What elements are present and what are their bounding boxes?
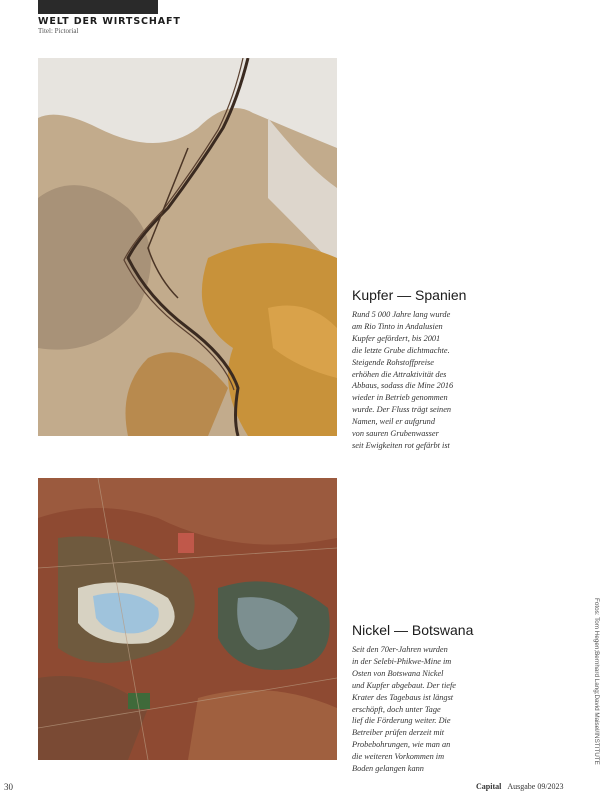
text-line: Rund 5 000 Jahre lang wurde (352, 310, 451, 319)
text-line: in der Selebi-Phikwe-Mine im (352, 656, 452, 666)
text-line: Boden gelangen kann (352, 764, 424, 774)
text-line: Krater des Tagebaus ist längst (352, 692, 454, 702)
text-line: Probebohrungen, wie man an (352, 740, 451, 750)
article-text-nickel (352, 644, 487, 775)
section-title: WELT DER WIRTSCHAFT (38, 16, 181, 27)
text-line: Osten von Botswana Nickel (352, 668, 444, 678)
text-line: erschöpft, doch unter Tage (352, 704, 441, 714)
text-line: Seit den 70er-Jahren wurden (352, 645, 448, 654)
issue-label: Ausgabe 09/2023 (507, 782, 564, 791)
text-line: lief die Förderung weiter. Die (352, 716, 451, 726)
page-number: 30 (4, 782, 13, 792)
header-bar (38, 0, 158, 14)
article-text-kupfer (352, 309, 487, 452)
photo-selebi-phikwe (38, 478, 337, 760)
text-line: erhöhen die Attraktivität des (352, 369, 447, 379)
photo-rio-tinto (38, 58, 337, 436)
text-line: seit Ewigkeiten rot gefärbt ist (352, 440, 450, 450)
text-line: und Kupfer abgebaut. Der tiefe (352, 680, 456, 690)
text-line: Abbaus, sodass die Mine 2016 (352, 381, 454, 391)
article-heading-kupfer: Kupfer — Spanien (352, 287, 467, 303)
text-line: am Rio Tinto in Andalusien (352, 321, 443, 331)
text-line: die letzte Grube dichtmachte. (352, 345, 450, 355)
text-line: Steigende Rohstoffpreise (352, 357, 434, 367)
footer-magazine (476, 782, 564, 791)
text-line: Namen, weil er aufgrund (352, 417, 435, 427)
article-heading-nickel: Nickel — Botswana (352, 622, 474, 638)
text-line: die weiteren Vorkommen im (352, 752, 445, 762)
photo-credit-text: Fotos: Tom Hegen;Bernhard Lang;David Maisel/INSTITUTE (593, 598, 600, 765)
text-line: von sauren Grubenwasser (352, 429, 439, 439)
photo-credit (592, 598, 600, 788)
text-line: Kupfer gefördert, bis 2001 (352, 333, 441, 343)
section-subtitle: Titel: Pictorial (38, 27, 79, 35)
magazine-name: Capital (476, 782, 502, 791)
text-line: wieder in Betrieb genommen (352, 393, 448, 403)
text-line: wurde. Der Fluss trägt seinen (352, 405, 452, 415)
text-line: Betreiber prüfen derzeit mit (352, 728, 445, 738)
